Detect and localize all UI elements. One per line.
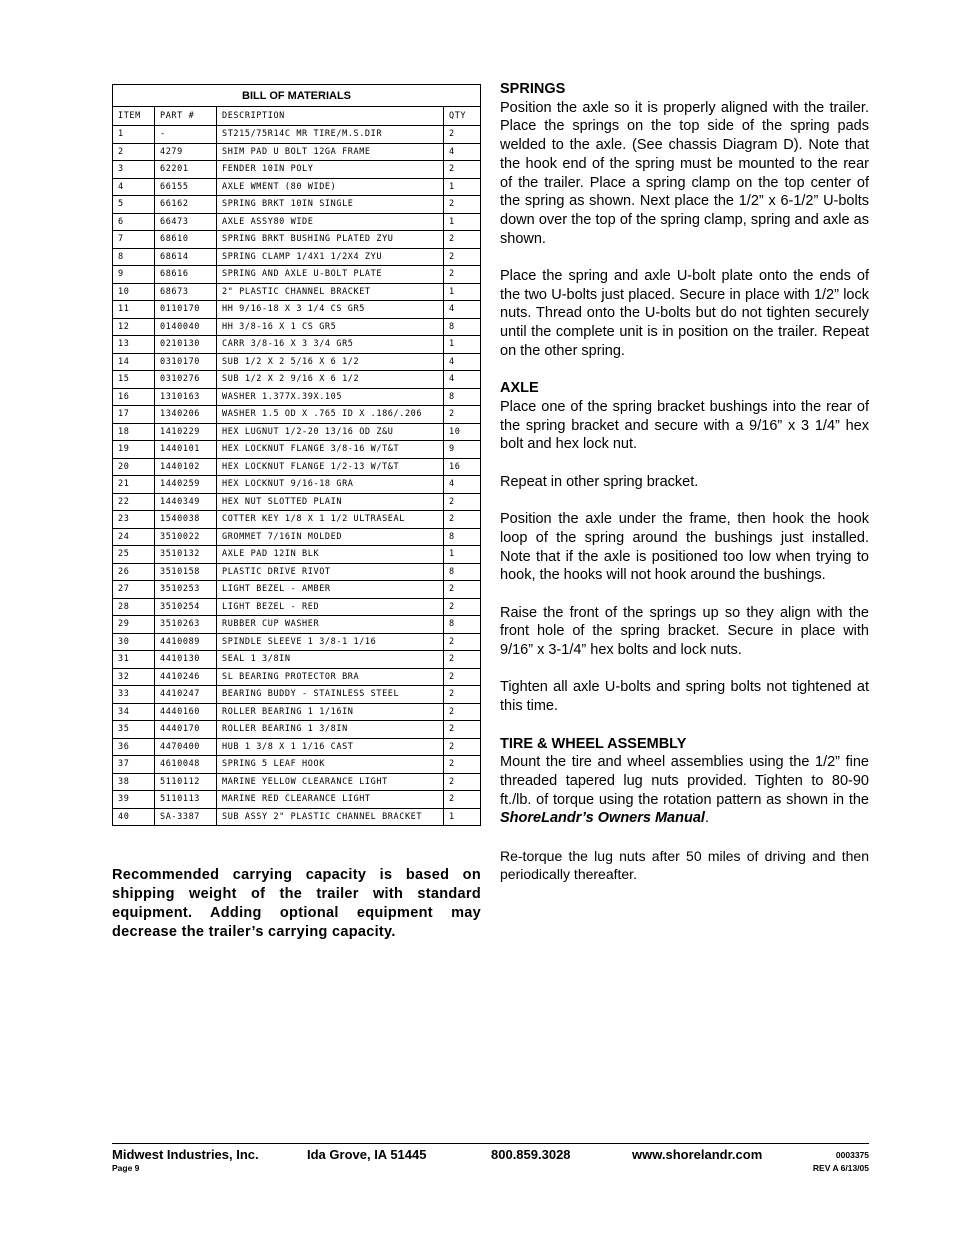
bom-header-item: ITEM	[113, 107, 155, 126]
bom-description-cell: HEX LOCKNUT FLANGE 3/8-16 W/T&T	[217, 441, 444, 459]
table-row	[113, 406, 481, 424]
bom-qty-cell: 4	[444, 353, 481, 371]
bom-item-cell: 18	[113, 423, 155, 441]
bom-item-cell: 37	[113, 756, 155, 774]
bom-qty-cell: 8	[444, 528, 481, 546]
bom-description-cell: HEX LOCKNUT FLANGE 1/2-13 W/T&T	[217, 458, 444, 476]
table-row	[113, 563, 481, 581]
bom-item-cell: 20	[113, 458, 155, 476]
bom-item-cell: 24	[113, 528, 155, 546]
bom-part-cell: 66155	[155, 178, 217, 196]
table-row	[113, 196, 481, 214]
bom-description-cell: SUB 1/2 X 2 5/16 X 6 1/2	[217, 353, 444, 371]
footer-doc-number: 0003375	[835, 1150, 869, 1160]
bom-qty-cell: 8	[444, 318, 481, 336]
table-row	[113, 318, 481, 336]
bom-item-cell: 31	[113, 651, 155, 669]
bom-part-cell: 68616	[155, 266, 217, 284]
bom-part-cell: 3510022	[155, 528, 217, 546]
bom-description-cell: SUB ASSY 2" PLASTIC CHANNEL BRACKET	[217, 808, 444, 826]
bom-qty-cell: 2	[444, 703, 481, 721]
tire-paragraph-1-end: .	[704, 810, 709, 827]
bom-part-cell: 4610048	[155, 756, 217, 774]
table-row	[113, 126, 481, 144]
bom-description-cell: SPRING CLAMP 1/4X1 1/2X4 ZYU	[217, 248, 444, 266]
bill-of-materials-table	[112, 84, 481, 826]
table-row	[113, 616, 481, 634]
bom-part-cell: 1440102	[155, 458, 217, 476]
capacity-note: Recommended carrying capacity is based on shipping weight of the trailer with standard equipment. Adding optional equipment may decrease the trailer’s carrying capacity.	[112, 867, 481, 940]
bom-item-cell: 21	[113, 476, 155, 494]
bom-part-cell: SA-3387	[155, 808, 217, 826]
bom-item-cell: 17	[113, 406, 155, 424]
bom-qty-cell: 2	[444, 406, 481, 424]
bom-description-cell: SHIM PAD U BOLT 12GA FRAME	[217, 143, 444, 161]
springs-paragraph-2: Place the spring and axle U-bolt plate onto the ends of the two U-bolts just placed. Secure in place with 1/2” lock nuts. Thread onto the U-bolts but do not tighten securely until the complete unit is in position on the trailer. Repeat on the other spring.	[500, 268, 869, 359]
bom-description-cell: ROLLER BEARING 1 3/8IN	[217, 721, 444, 739]
bom-item-cell: 16	[113, 388, 155, 406]
table-row	[113, 651, 481, 669]
bom-description-cell: MARINE RED CLEARANCE LIGHT	[217, 791, 444, 809]
bom-qty-cell: 2	[444, 738, 481, 756]
footer-city: Ida Grove, IA 51445	[307, 1147, 427, 1162]
bom-part-cell: 62201	[155, 161, 217, 179]
bom-qty-cell: 2	[444, 791, 481, 809]
bom-item-cell: 15	[113, 371, 155, 389]
table-row	[113, 178, 481, 196]
bom-qty-cell: 2	[444, 581, 481, 599]
footer-phone: 800.859.3028	[491, 1147, 571, 1162]
bom-item-cell: 13	[113, 336, 155, 354]
table-row	[113, 301, 481, 319]
footer-divider	[112, 1143, 869, 1144]
table-row	[113, 423, 481, 441]
axle-paragraph-1: Place one of the spring bracket bushings into the rear of the spring bracket and secure with a 9/16” x 3 1/4” hex bolt and hex lock nut.	[500, 398, 869, 453]
bom-qty-cell: 10	[444, 423, 481, 441]
bom-description-cell: AXLE WMENT (80 WIDE)	[217, 178, 444, 196]
bom-description-cell: ST215/75R14C MR TIRE/M.S.DIR	[217, 126, 444, 144]
bom-item-cell: 8	[113, 248, 155, 266]
bom-part-cell: 4410130	[155, 651, 217, 669]
bom-qty-cell: 1	[444, 336, 481, 354]
bom-part-cell: 68614	[155, 248, 217, 266]
footer-company: Midwest Industries, Inc.	[112, 1147, 259, 1162]
bom-description-cell: 2" PLASTIC CHANNEL BRACKET	[217, 283, 444, 301]
bom-item-cell: 9	[113, 266, 155, 284]
bom-description-cell: SPRING 5 LEAF HOOK	[217, 756, 444, 774]
bom-part-cell: 66473	[155, 213, 217, 231]
bom-part-cell: 4440160	[155, 703, 217, 721]
bom-header-part: PART #	[155, 107, 217, 126]
bom-item-cell: 14	[113, 353, 155, 371]
bom-qty-cell: 2	[444, 511, 481, 529]
bom-part-cell: 68610	[155, 231, 217, 249]
bom-item-cell: 6	[113, 213, 155, 231]
bom-item-cell: 38	[113, 773, 155, 791]
bom-qty-cell: 2	[444, 773, 481, 791]
bom-item-cell: 5	[113, 196, 155, 214]
bom-header-row	[113, 107, 481, 126]
bom-description-cell: AXLE ASSY80 WIDE	[217, 213, 444, 231]
footer-website: www.shorelandr.com	[632, 1147, 763, 1162]
bom-item-cell: 12	[113, 318, 155, 336]
bom-description-cell: CARR 3/8-16 X 3 3/4 GR5	[217, 336, 444, 354]
bom-part-cell: 1310163	[155, 388, 217, 406]
table-row	[113, 231, 481, 249]
table-row	[113, 598, 481, 616]
bom-part-cell: 5110113	[155, 791, 217, 809]
bom-item-cell: 32	[113, 668, 155, 686]
instructions-column	[500, 80, 869, 903]
bom-item-cell: 23	[113, 511, 155, 529]
bom-description-cell: MARINE YELLOW CLEARANCE LIGHT	[217, 773, 444, 791]
table-row	[113, 161, 481, 179]
bom-qty-cell: 2	[444, 756, 481, 774]
bom-qty-cell: 8	[444, 616, 481, 634]
bom-item-cell: 29	[113, 616, 155, 634]
axle-paragraph-3: Position the axle under the frame, then hook the hook loop of the spring around the bushings just installed. Note that if the axle is positioned too low when trying to hook, the hooks will not hook around the bushings.	[500, 511, 869, 584]
springs-paragraph-1: Position the axle so it is properly aligned with the trailer. Place the springs on the top side of the spring pads welded to the axle. (See chassis Diagram D). Note that the hook end of the spring must be mounted to the rear of the trailer. Place a spring clamp on the top center of the spring as shown. Next place the 1/2” x 6-1/2” U-bolts down over the top of the spring clamp, spring and axle as shown.	[500, 99, 869, 247]
bom-description-cell: SPRING BRKT BUSHING PLATED ZYU	[217, 231, 444, 249]
tire-paragraph-1	[500, 753, 869, 828]
bom-qty-cell: 1	[444, 808, 481, 826]
axle-paragraph-2: Repeat in other spring bracket.	[500, 473, 699, 490]
bom-item-cell: 19	[113, 441, 155, 459]
bom-description-cell: SPRING AND AXLE U-BOLT PLATE	[217, 266, 444, 284]
bom-qty-cell: 2	[444, 266, 481, 284]
bom-part-cell: 0140040	[155, 318, 217, 336]
bom-qty-cell: 2	[444, 493, 481, 511]
table-row	[113, 808, 481, 826]
table-row	[113, 371, 481, 389]
bom-part-cell: 4410089	[155, 633, 217, 651]
table-row	[113, 143, 481, 161]
bom-part-cell: -	[155, 126, 217, 144]
bom-qty-cell: 2	[444, 651, 481, 669]
bom-description-cell: COTTER KEY 1/8 X 1 1/2 ULTRASEAL	[217, 511, 444, 529]
bom-description-cell: HEX LOCKNUT 9/16-18 GRA	[217, 476, 444, 494]
bom-header-description: DESCRIPTION	[217, 107, 444, 126]
table-row	[113, 546, 481, 564]
bom-qty-cell: 2	[444, 686, 481, 704]
table-row	[113, 703, 481, 721]
bom-item-cell: 4	[113, 178, 155, 196]
bom-part-cell: 4410246	[155, 668, 217, 686]
bom-item-cell: 35	[113, 721, 155, 739]
bom-item-cell: 11	[113, 301, 155, 319]
bom-qty-cell: 4	[444, 143, 481, 161]
bom-item-cell: 36	[113, 738, 155, 756]
bom-description-cell: SUB 1/2 X 2 9/16 X 6 1/2	[217, 371, 444, 389]
bom-description-cell: SEAL 1 3/8IN	[217, 651, 444, 669]
tire-paragraph-1-text: Mount the tire and wheel assemblies using the 1/2” fine threaded tapered lug nuts provided. Tighten to 80-90 ft./lb. of torque using the rotation pattern as shown in the	[500, 754, 869, 808]
table-row	[113, 388, 481, 406]
bom-description-cell: ROLLER BEARING 1 1/16IN	[217, 703, 444, 721]
tire-heading: TIRE & WHEEL ASSEMBLY	[500, 735, 687, 752]
bom-part-cell: 68673	[155, 283, 217, 301]
footer-revision: REV A 6/13/05	[812, 1163, 869, 1173]
bom-item-cell: 27	[113, 581, 155, 599]
bom-description-cell: SPINDLE SLEEVE 1 3/8-1 1/16	[217, 633, 444, 651]
footer-page-number: Page 9	[112, 1163, 140, 1173]
table-row	[113, 476, 481, 494]
bom-part-cell: 0110170	[155, 301, 217, 319]
table-row	[113, 756, 481, 774]
bom-qty-cell: 2	[444, 633, 481, 651]
bom-qty-cell: 2	[444, 126, 481, 144]
table-row	[113, 668, 481, 686]
bom-item-cell: 7	[113, 231, 155, 249]
table-row	[113, 686, 481, 704]
bom-description-cell: SL BEARING PROTECTOR BRA	[217, 668, 444, 686]
bom-part-cell: 0310276	[155, 371, 217, 389]
springs-heading: SPRINGS	[500, 81, 566, 97]
bom-qty-cell: 2	[444, 721, 481, 739]
bom-qty-cell: 8	[444, 563, 481, 581]
bom-part-cell: 4410247	[155, 686, 217, 704]
bom-part-cell: 5110112	[155, 773, 217, 791]
bom-item-cell: 39	[113, 791, 155, 809]
bom-part-cell: 3510132	[155, 546, 217, 564]
bom-description-cell: WASHER 1.5 OD X .765 ID X .186/.206	[217, 406, 444, 424]
bom-description-cell: HH 9/16-18 X 3 1/4 CS GR5	[217, 301, 444, 319]
bom-part-cell: 1410229	[155, 423, 217, 441]
bom-part-cell: 4440170	[155, 721, 217, 739]
table-row	[113, 336, 481, 354]
bom-part-cell: 3510263	[155, 616, 217, 634]
table-row	[113, 721, 481, 739]
table-row	[113, 738, 481, 756]
bom-description-cell: AXLE PAD 12IN BLK	[217, 546, 444, 564]
bom-part-cell: 1440349	[155, 493, 217, 511]
bom-item-cell: 33	[113, 686, 155, 704]
table-row	[113, 493, 481, 511]
table-row	[113, 528, 481, 546]
bom-item-cell: 2	[113, 143, 155, 161]
bom-item-cell: 34	[113, 703, 155, 721]
bom-qty-cell: 4	[444, 371, 481, 389]
bom-description-cell: GROMMET 7/16IN MOLDED	[217, 528, 444, 546]
bom-description-cell: RUBBER CUP WASHER	[217, 616, 444, 634]
bom-qty-cell: 2	[444, 161, 481, 179]
bom-part-cell: 1340206	[155, 406, 217, 424]
bom-qty-cell: 9	[444, 441, 481, 459]
bom-item-cell: 28	[113, 598, 155, 616]
bom-qty-cell: 16	[444, 458, 481, 476]
table-row	[113, 353, 481, 371]
bom-part-cell: 4279	[155, 143, 217, 161]
table-row	[113, 511, 481, 529]
axle-heading: AXLE	[500, 380, 539, 397]
bom-item-cell: 3	[113, 161, 155, 179]
table-row	[113, 283, 481, 301]
bom-qty-cell: 1	[444, 178, 481, 196]
bom-description-cell: SPRING BRKT 10IN SINGLE	[217, 196, 444, 214]
bom-description-cell: HEX NUT SLOTTED PLAIN	[217, 493, 444, 511]
bom-qty-cell: 1	[444, 213, 481, 231]
bom-part-cell: 0310170	[155, 353, 217, 371]
bom-qty-cell: 2	[444, 668, 481, 686]
table-row	[113, 248, 481, 266]
bom-qty-cell: 2	[444, 598, 481, 616]
bom-description-cell: HUB 1 3/8 X 1 1/16 CAST	[217, 738, 444, 756]
bom-header-qty: QTY	[444, 107, 481, 126]
axle-paragraph-4: Raise the front of the springs up so they align with the front hole of the spring bracket. Secure in place with 9/16” x 3-1/4” hex bolts and lock nuts.	[500, 604, 869, 659]
table-row	[113, 581, 481, 599]
bom-description-cell: FENDER 10IN POLY	[217, 161, 444, 179]
bom-qty-cell: 8	[444, 388, 481, 406]
bom-description-cell: PLASTIC DRIVE RIVOT	[217, 563, 444, 581]
bom-qty-cell: 4	[444, 476, 481, 494]
bom-item-cell: 40	[113, 808, 155, 826]
axle-paragraph-5: Tighten all axle U-bolts and spring bolts not tightened at this time.	[500, 679, 869, 715]
bom-qty-cell: 1	[444, 546, 481, 564]
bom-item-cell: 10	[113, 283, 155, 301]
bom-part-cell: 4470400	[155, 738, 217, 756]
bom-part-cell: 3510253	[155, 581, 217, 599]
table-row	[113, 773, 481, 791]
bom-qty-cell: 2	[444, 248, 481, 266]
table-row	[113, 633, 481, 651]
bom-qty-cell: 1	[444, 283, 481, 301]
bom-description-cell: BEARING BUDDY - STAINLESS STEEL	[217, 686, 444, 704]
bom-item-cell: 26	[113, 563, 155, 581]
bom-item-cell: 1	[113, 126, 155, 144]
bom-qty-cell: 4	[444, 301, 481, 319]
bom-part-cell: 66162	[155, 196, 217, 214]
bom-description-cell: WASHER 1.377X.39X.105	[217, 388, 444, 406]
bom-part-cell: 0210130	[155, 336, 217, 354]
tire-paragraph-2: Re-torque the lug nuts after 50 miles of driving and then periodically thereafter.	[500, 847, 869, 883]
bom-item-cell: 25	[113, 546, 155, 564]
bom-qty-cell: 2	[444, 196, 481, 214]
owners-manual-title: ShoreLandr’s Owners Manual	[500, 810, 705, 827]
table-row	[113, 458, 481, 476]
table-row	[113, 266, 481, 284]
bom-part-cell: 1440259	[155, 476, 217, 494]
table-row	[113, 791, 481, 809]
bom-qty-cell: 2	[444, 231, 481, 249]
bom-part-cell: 1540038	[155, 511, 217, 529]
bom-part-cell: 1440101	[155, 441, 217, 459]
bom-item-cell: 22	[113, 493, 155, 511]
bom-description-cell: HEX LUGNUT 1/2-20 13/16 OD Z&U	[217, 423, 444, 441]
bom-part-cell: 3510158	[155, 563, 217, 581]
bom-description-cell: LIGHT BEZEL - RED	[217, 598, 444, 616]
table-row	[113, 441, 481, 459]
bom-description-cell: LIGHT BEZEL - AMBER	[217, 581, 444, 599]
bom-item-cell: 30	[113, 633, 155, 651]
bom-description-cell: HH 3/8-16 X 1 CS GR5	[217, 318, 444, 336]
bom-part-cell: 3510254	[155, 598, 217, 616]
bom-title: BILL OF MATERIALS	[113, 85, 481, 107]
table-row	[113, 213, 481, 231]
